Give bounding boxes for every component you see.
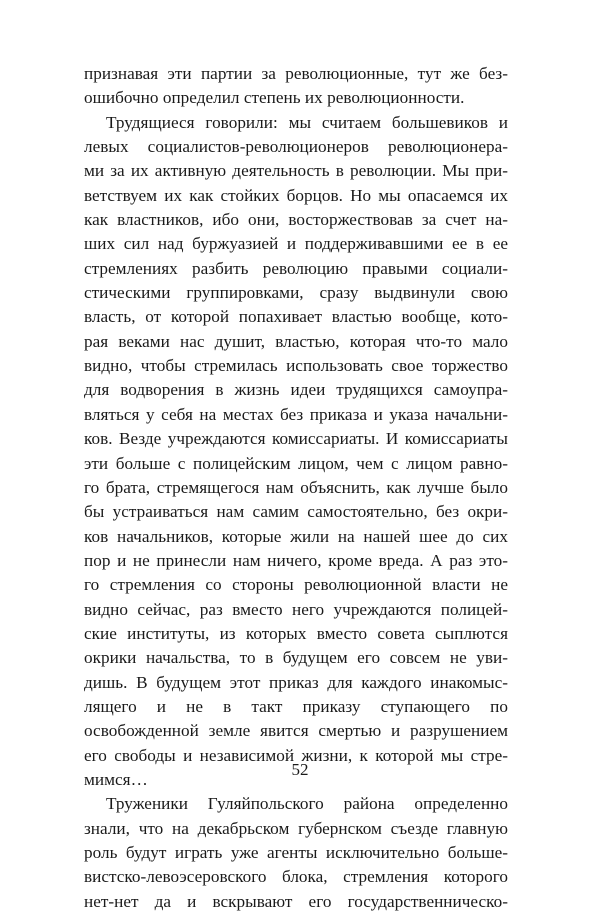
text-line: ми за их активную деятельность в революции. Мы при- (84, 161, 508, 181)
text-line: дишь. В будущем этот приказ для каждого инакомыс- (84, 672, 508, 692)
text-line: ские институты, из которых вместо совета сыплются (84, 623, 508, 643)
text-line: Трудящиеся говорили: мы считаем большевиков и (106, 112, 508, 132)
text-line: рая веками нас душит, властью, которая что-то мало (84, 331, 508, 351)
text-line: власть, от которой попахивает властью вообще, кото- (84, 307, 508, 327)
text-line: левых социалистов-революционеров революционера- (84, 137, 508, 157)
text-line: мимся… (84, 769, 148, 789)
text-line: его свободы и независимой жизни, к которой мы стре- (84, 745, 508, 765)
text-line: стремлениях разбить революцию правыми социали- (84, 258, 508, 278)
text-line: освобожденной земле явится смертью и разрушением (84, 721, 508, 741)
text-line: го стремления со стороны революционной власти не (84, 575, 508, 595)
text-line: как властников, ибо они, восторжествовав за счет на- (84, 210, 508, 230)
text-line: признавая эти партии за революционные, тут же без- (84, 64, 508, 83)
text-line: Труженики Гуляйпольского района определенно (106, 794, 508, 814)
text-line: ошибочно определил степень их революционности. (84, 88, 465, 108)
text-line: лящего и не в такт приказу ступающего по (84, 696, 508, 716)
text-line: видно, чтобы стремилась использовать свое торжество (84, 356, 508, 376)
text-line: пор и не принесли нам ничего, кроме вреда. А раз это- (84, 550, 508, 570)
paragraph (84, 792, 508, 914)
text-line: ков начальников, которые жили на нашей шее до сих (84, 526, 508, 546)
text-line: ветствуем их как стойких борцов. Но мы опасаемся их (84, 185, 508, 205)
text-line: стическими группировками, сразу выдвинули свою (84, 283, 508, 303)
text-line: вляться у себя на местах без приказа и указа начальни- (84, 404, 508, 424)
text-line: го брата, стремящегося нам объяснить, как лучше было (84, 477, 508, 497)
text-line: роль будут играть уже агенты исключительно больше- (84, 843, 508, 862)
text-line: для водворения в жизнь идеи трудящихся самоупра- (84, 380, 508, 400)
text-line: нет-нет да и вскрывают его государственническо- (84, 891, 508, 911)
text-line: бы устраиваться нам самим самостоятельно, без окри- (84, 502, 508, 522)
text-line: ших сил над буржуазией и поддерживавшими ее в ее (84, 234, 508, 254)
paragraph (84, 111, 508, 793)
text-line: окрики начальства, то в будущем его совсем не уви- (84, 648, 508, 668)
page-number: 52 (291, 760, 309, 779)
text-line: эти больше с полицейским лицом, чем с лицом равно- (84, 453, 508, 473)
body-text (84, 62, 508, 914)
paragraph (84, 62, 508, 111)
text-line: знали, что на декабрьском губернском съезде главную (84, 818, 508, 838)
text-line: ков. Везде учреждаются комиссариаты. И комиссариаты (84, 429, 508, 449)
text-line: видно сейчас, раз вместо него учреждаются полицей- (84, 599, 508, 619)
text-line: вистско-левоэсеровского блока, стремления которого (84, 867, 508, 887)
